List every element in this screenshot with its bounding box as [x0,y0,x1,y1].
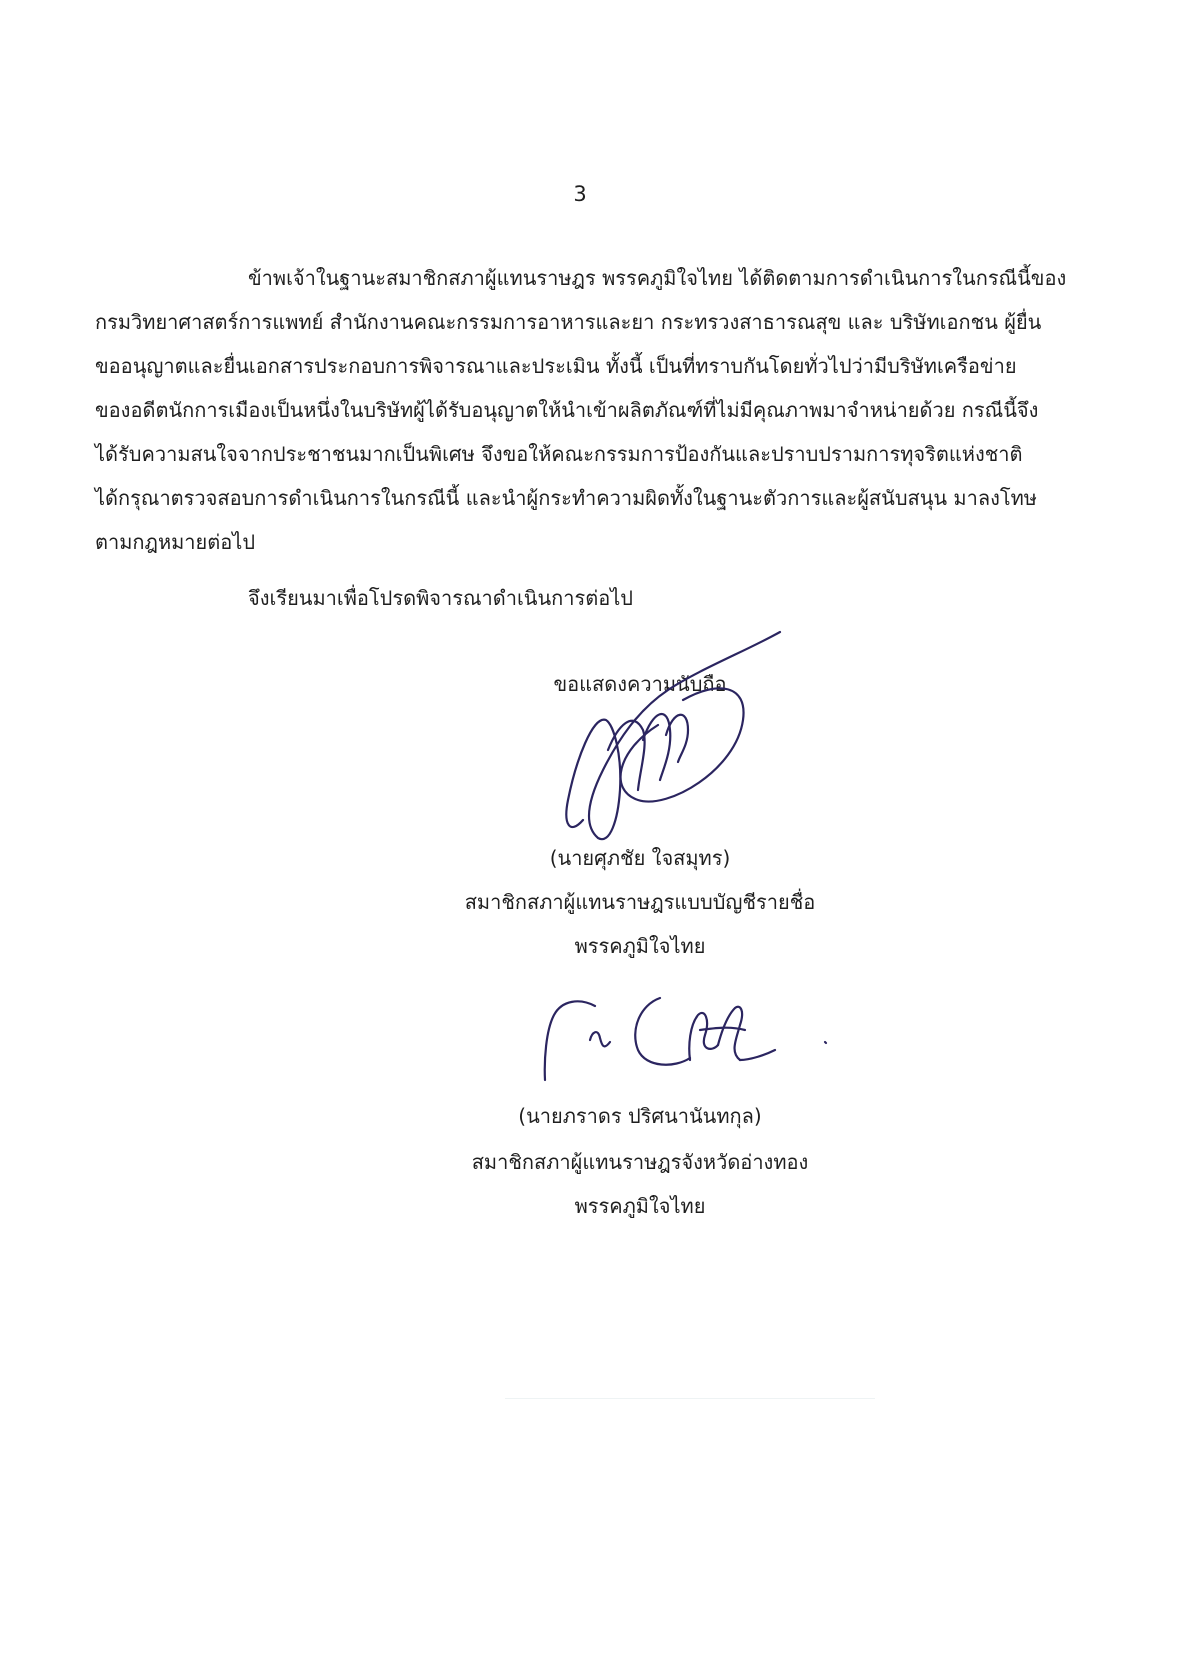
valediction: ขอแสดงความนับถือ [553,672,727,696]
closing-line: จึงเรียนมาเพื่อโปรดพิจารณาดำเนินการต่อไป [248,586,633,610]
signature-1-image [548,630,798,850]
body-line: ข้าพเจ้าในฐานะสมาชิกสภาผู้แทนราษฎร พรรคภูมิใจไทย ได้ติดตามการดำเนินการในกรณีนี้ของ [248,266,1067,290]
signatory-1-name: (นายศุภชัย ใจสมุทร) [549,846,731,870]
body-line: ของอดีตนักการเมืองเป็นหนึ่งในบริษัทผู้ได้รับอนุญาตให้นำเข้าผลิตภัณฑ์ที่ไม่มีคุณภาพมาจำหน่ายด้วย กรณีนี้จึง [95,398,1039,422]
signatory-1-position: สมาชิกสภาผู้แทนราษฎรแบบบัญชีรายชื่อ [464,890,816,914]
signatory-2-party: พรรคภูมิใจไทย [574,1194,706,1218]
body-line: ขออนุญาตและยื่นเอกสารประกอบการพิจารณาและประเมิน ทั้งนี้ เป็นที่ทราบกันโดยทั่วไปว่ามีบริษัทเครือข่าย [95,354,1017,378]
body-line: ได้กรุณาตรวจสอบการดำเนินการในกรณีนี้ และนำผู้กระทำความผิดทั้งในฐานะตัวการและผู้สนับสนุน มาลงโทษ [95,486,1037,510]
signature-2-image [540,990,840,1090]
signatory-2-name: (นายภราดร ปริศนานันทกุล) [518,1104,762,1128]
signatory-1-party: พรรคภูมิใจไทย [574,934,706,958]
body-line: ตามกฎหมายต่อไป [95,530,256,554]
signatory-2-position: สมาชิกสภาผู้แทนราษฎรจังหวัดอ่างทอง [471,1150,809,1174]
page-number: 3 [573,182,587,206]
body-paragraph [95,256,1067,564]
body-line: ได้รับความสนใจจากประชาชนมากเป็นพิเศษ จึงขอให้คณะกรรมการป้องกันและปราบปรามการทุจริตแห่งชาติ [95,442,1023,466]
faint-divider [505,1398,875,1399]
body-line: กรมวิทยาศาสตร์การแพทย์ สำนักงานคณะกรรมการอาหารและยา กระทรวงสาธารณสุข และ บริษัทเอกชน ผู้ยื่น [95,310,1042,334]
